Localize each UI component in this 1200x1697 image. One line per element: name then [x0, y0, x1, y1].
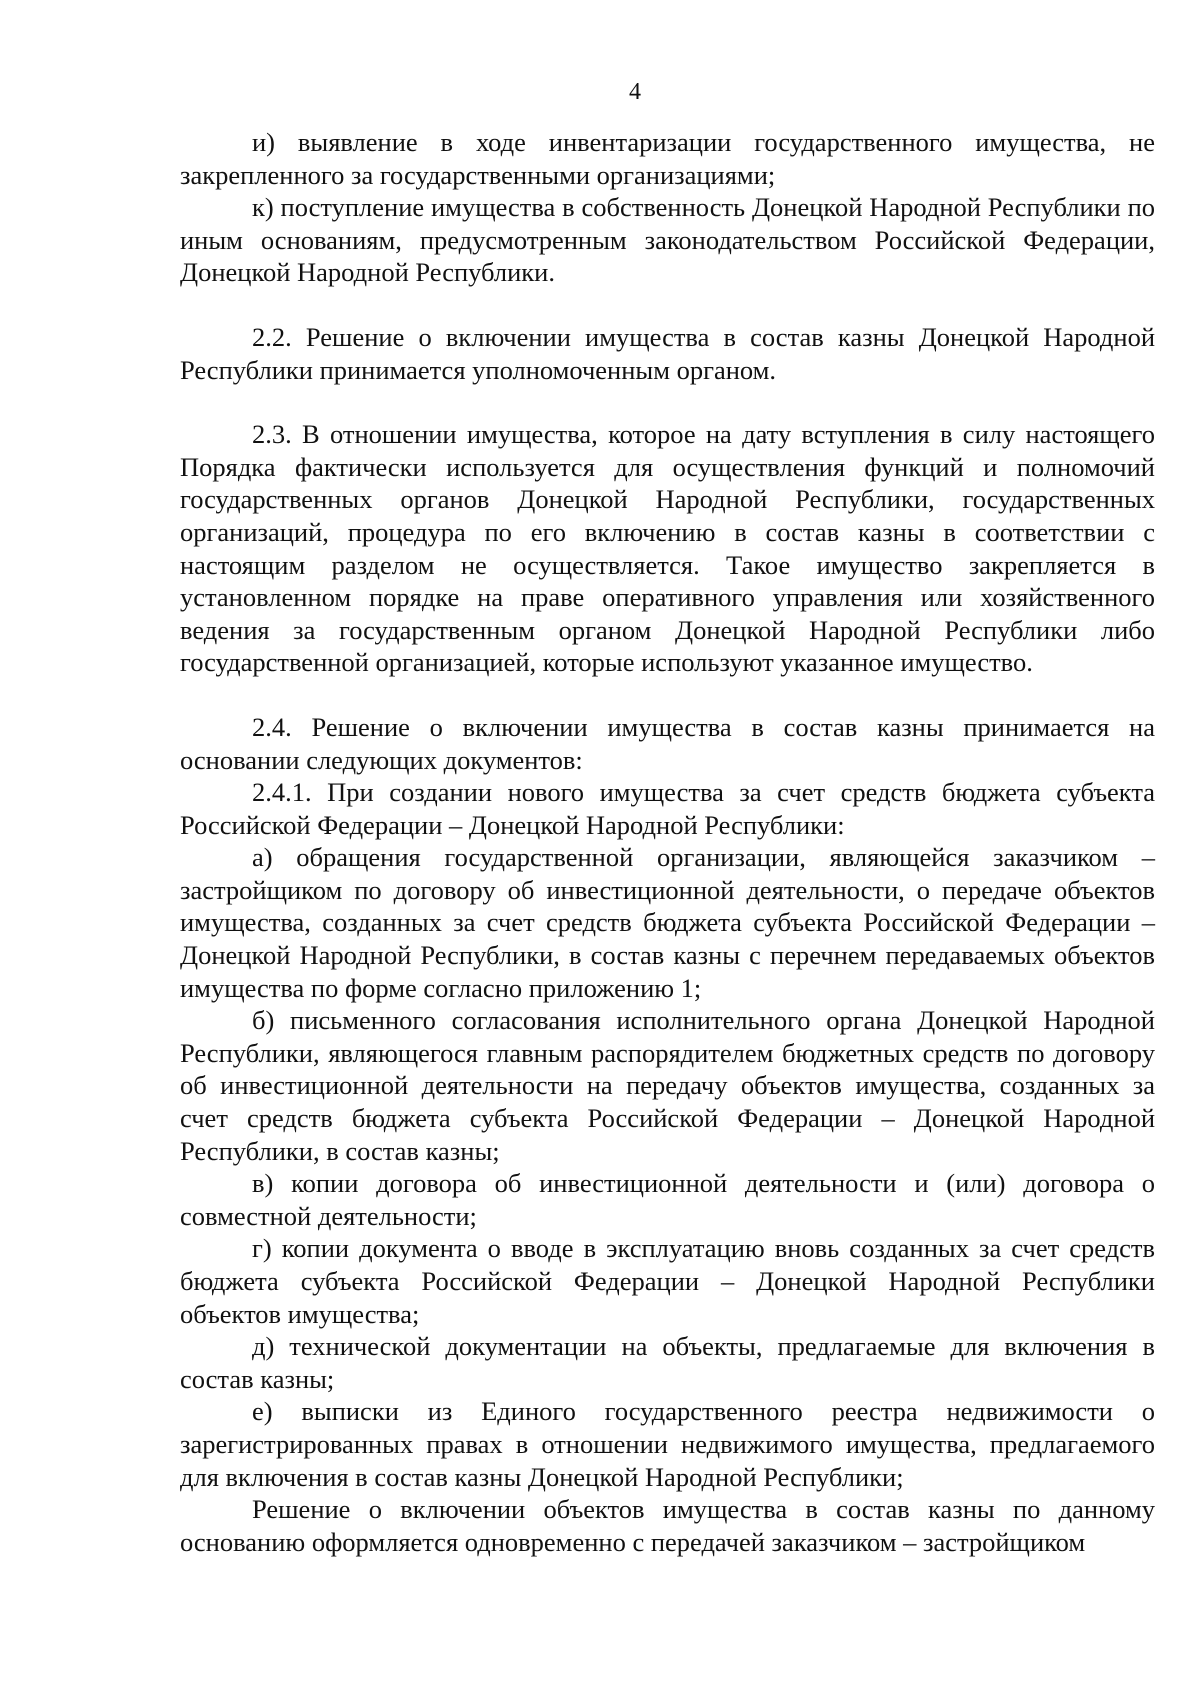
- paragraph-item-b: б) письменного согласования исполнительного органа Донецкой Народной Республики, являющегося главным распорядителем бюджетных средств по договору об инвестиционной деятельности на передачу объектов имущества, созданных за счет средств бюджета субъекта Российской Федерации – Донецкой Народной Республики, в состав казны;: [180, 1005, 1155, 1166]
- paragraph-item-e: е) выписки из Единого государственного реестра недвижимости о зарегистрированных правах в отношении недвижимого имущества, предлагаемого для включения в состав казны Донецкой Народной Республики;: [180, 1396, 1155, 1492]
- page-number: 4: [629, 79, 641, 105]
- paragraph-2-4: 2.4. Решение о включении имущества в состав казны принимается на основании следующих документов:: [180, 711, 1155, 775]
- paragraph-item-a: а) обращения государственной организации, являющейся заказчиком – застройщиком по договору об инвестиционной деятельности, о передаче объектов имущества, созданных за счет средств бюджета субъекта Российской Федерации – Донецкой Народной Республики, в состав казны с перечнем передаваемых объектов имущества по форме согласно приложению 1;: [180, 842, 1155, 1003]
- document-body: [180, 126, 1155, 1558]
- paragraph-decision-note: Решение о включении объектов имущества в состав казны по данному основанию оформляется одновременно с передачей заказчиком – застройщиком: [180, 1494, 1155, 1557]
- paragraph-item-v: в) копии договора об инвестиционной деятельности и (или) договора о совместной деятельности;: [180, 1168, 1155, 1231]
- paragraph-2-2: 2.2. Решение о включении имущества в состав казны Донецкой Народной Республики принимается уполномоченным органом.: [180, 321, 1155, 385]
- paragraph-2-3: 2.3. В отношении имущества, которое на дату вступления в силу настоящего Порядка фактически используется для осуществления функций и полномочий государственных органов Донецкой Народной Республики, государственных организаций, процедура по его включению в состав казны в соответствии с настоящим разделом не осуществляется. Такое имущество закрепляется в установленном порядке на праве оперативного управления или хозяйственного ведения за государственным органом Донецкой Народной Республики либо государственной организацией, которые используют указанное имущество.: [180, 419, 1155, 678]
- paragraph-item-i: и) выявление в ходе инвентаризации государственного имущества, не закрепленного за государственными организациями;: [180, 127, 1155, 190]
- paragraph-item-d: д) технической документации на объекты, предлагаемые для включения в состав казны;: [180, 1331, 1155, 1394]
- paragraph-item-k: к) поступление имущества в собственность Донецкой Народной Республики по иным основаниям, предусмотренным законодательством Российской Федерации, Донецкой Народной Республики.: [180, 192, 1155, 288]
- paragraph-2-4-1: 2.4.1. При создании нового имущества за счет средств бюджета субъекта Российской Федерации – Донецкой Народной Республики:: [180, 777, 1155, 840]
- paragraph-item-g: г) копии документа о вводе в эксплуатацию вновь созданных за счет средств бюджета субъекта Российской Федерации – Донецкой Народной Республики объектов имущества;: [180, 1233, 1155, 1329]
